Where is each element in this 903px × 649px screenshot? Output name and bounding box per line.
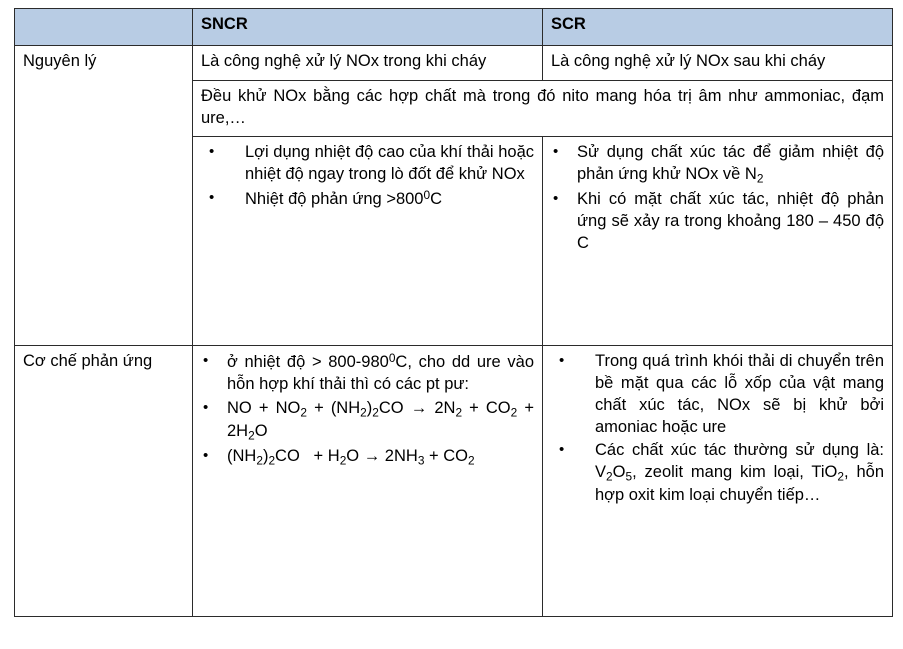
table-row bbox=[15, 46, 893, 81]
cell-sncr-intro: Là công nghệ xử lý NOx trong khi cháy bbox=[193, 46, 543, 81]
table-header-row bbox=[15, 9, 893, 46]
list-item: • Sử dụng chất xúc tác để giảm nhiệt độ phản ứng khử NOx về $N_2$ bbox=[551, 142, 884, 187]
list-item: • Các chất xúc tác thường sử dụng là: $V_2O_5$, zeolit mang kim loại, TiO$_2$, hỗn hợp oxit kim loại chuyển tiếp… bbox=[551, 440, 884, 507]
cell-scr-principle-bullets bbox=[543, 137, 893, 346]
list-item: • Lợi dụng nhiệt độ cao của khí thải hoặc nhiệt độ ngay trong lò đốt để khử NOx bbox=[201, 142, 534, 186]
header-cell-corner bbox=[15, 9, 193, 46]
list-item: • ở nhiệt độ > $800-980^0C$, cho dd ure vào hỗn hợp khí thải thì có các pt pư: bbox=[201, 351, 534, 396]
cell-scr-intro: Là công nghệ xử lý NOx sau khi cháy bbox=[543, 46, 893, 81]
comparison-table bbox=[14, 8, 893, 617]
list-item: • Nhiệt độ phản ứng $>800^0C$ bbox=[201, 188, 534, 211]
list-item: • $(NH_2)_2CO + H_2O \to 2NH_3 + CO_2$ bbox=[201, 446, 534, 469]
table-row bbox=[15, 346, 893, 617]
list-item: • NO + $NO_2 + (NH_2)_2CO \to 2N_2 + CO_2 + 2H_2O$ bbox=[201, 398, 534, 444]
cell-sncr-mechanism-bullets bbox=[193, 346, 543, 617]
cell-scr-mechanism-bullets bbox=[543, 346, 893, 617]
bullet-list bbox=[201, 142, 534, 210]
table-body bbox=[15, 46, 893, 617]
bullet-list bbox=[551, 142, 884, 254]
cell-merged-common-principle: Đều khử NOx bằng các hợp chất mà trong đó nito mang hóa trị âm như ammoniac, đạm ure,… bbox=[193, 80, 893, 137]
cell-sncr-principle-bullets bbox=[193, 137, 543, 346]
list-item: • Trong quá trình khói thải di chuyển trên bề mặt qua các lỗ xốp của vật mang chất xúc tác, NOx sẽ bị khử bởi amoniac hoặc ure bbox=[551, 351, 884, 438]
bullet-list bbox=[201, 351, 534, 468]
bullet-list bbox=[551, 351, 884, 507]
row-label-co-che-phan-ung: Cơ chế phản ứng bbox=[15, 346, 193, 617]
row-label-nguyen-ly: Nguyên lý bbox=[15, 46, 193, 346]
list-item: • Khi có mặt chất xúc tác, nhiệt độ phản ứng sẽ xảy ra trong khoảng 180 – 450 độ C bbox=[551, 189, 884, 254]
header-cell-scr: SCR bbox=[543, 9, 893, 46]
table-header bbox=[15, 9, 893, 46]
header-cell-sncr: SNCR bbox=[193, 9, 543, 46]
